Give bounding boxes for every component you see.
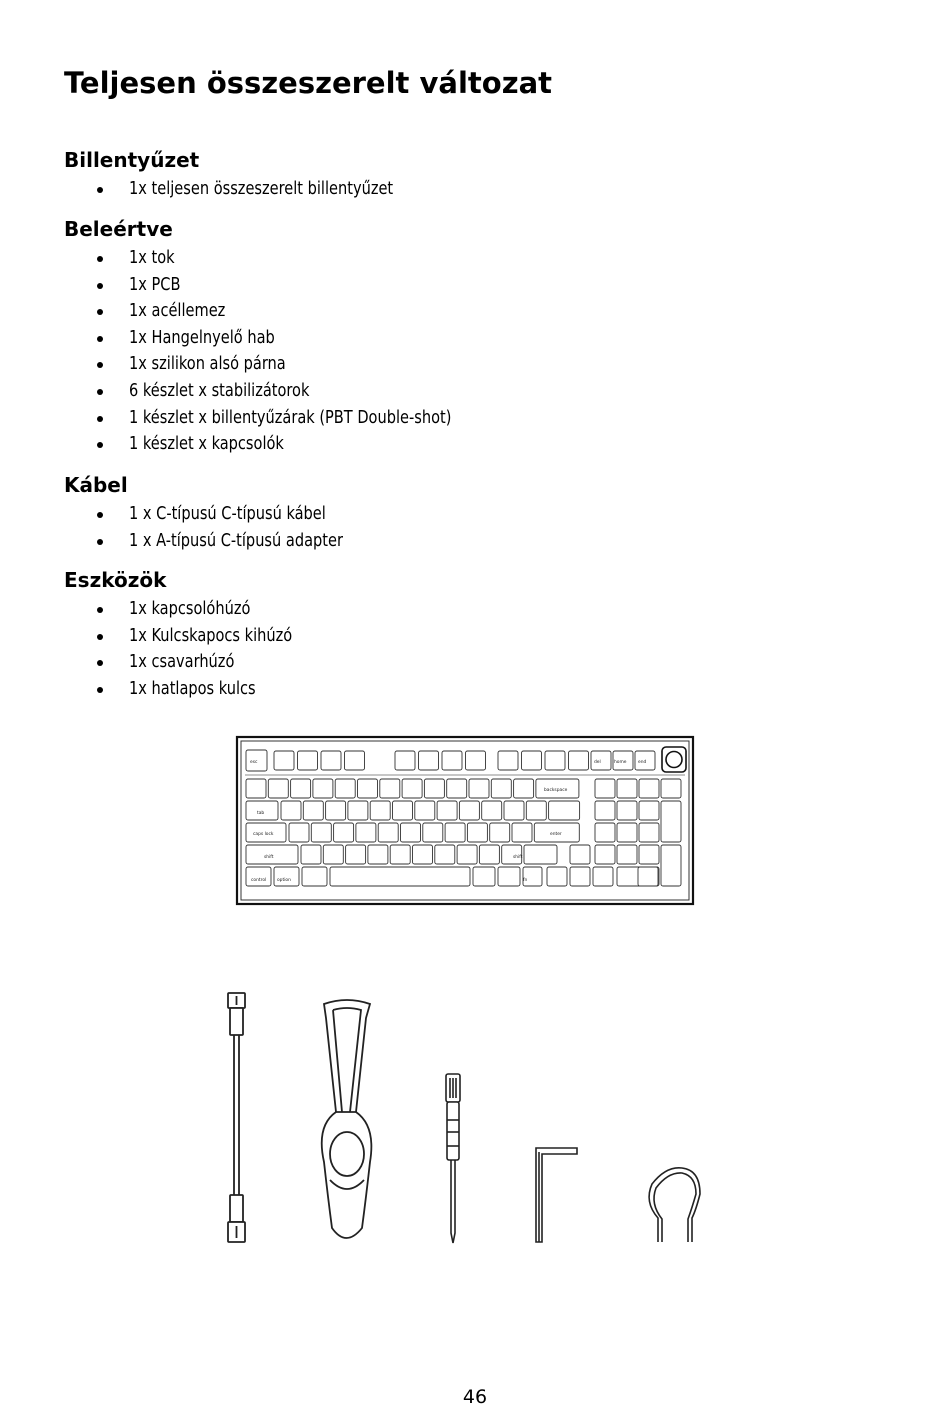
keycap (639, 779, 659, 798)
keycap (447, 779, 467, 798)
keycap (424, 779, 444, 798)
keycap (639, 823, 659, 842)
keycap (321, 751, 341, 770)
keycap (639, 845, 659, 864)
keycap (435, 845, 455, 864)
keycap (395, 751, 415, 770)
keycap (415, 801, 435, 820)
keycap (526, 801, 546, 820)
keycap (491, 779, 511, 798)
keycap (570, 845, 590, 864)
keycap (479, 845, 499, 864)
package-contents-illustration (220, 728, 735, 1263)
keycap (274, 867, 299, 886)
keycap (457, 845, 477, 864)
keycap (419, 751, 439, 770)
page-number: 46 (462, 1386, 488, 1408)
keycap (335, 779, 355, 798)
keycap (298, 751, 318, 770)
keycap (498, 867, 520, 886)
keycap (393, 801, 413, 820)
keycap (661, 801, 681, 842)
key-label-control: control (251, 878, 267, 883)
page-title: Teljesen összeszerelt változat (64, 66, 553, 100)
keycap (595, 823, 615, 842)
keycap (545, 751, 565, 770)
keycap (378, 823, 398, 842)
keycap (370, 801, 390, 820)
keycap (311, 823, 331, 842)
key-label-shift: shift (264, 855, 274, 860)
keycap (482, 801, 502, 820)
key-label-end: end (638, 760, 647, 765)
key-label-tab: tab (257, 811, 265, 816)
key-label-esc: esc (250, 760, 258, 765)
keycap (617, 801, 637, 820)
list-item: 6 készlet x stabilizátorok (0, 378, 487, 405)
keycap (368, 845, 388, 864)
keycap (301, 845, 321, 864)
keycap (661, 845, 681, 886)
keycap (423, 823, 443, 842)
keycap (289, 823, 309, 842)
keycap (246, 779, 266, 798)
key-label-fn: fn (523, 878, 528, 883)
keycap (334, 823, 354, 842)
keycap (323, 845, 343, 864)
keycap (639, 801, 659, 820)
keycap (345, 751, 365, 770)
keycap (547, 867, 567, 886)
list-item: 1x csavarhúzó (0, 649, 310, 676)
keycap (302, 867, 327, 886)
keycap (504, 801, 524, 820)
list-item: 1 x A-típusú C-típusú adapter (0, 528, 367, 555)
key-label-right-shift: shift (513, 855, 523, 860)
keycap (512, 823, 532, 842)
list-item: 1x teljesen összeszerelt billentyűzet (0, 176, 423, 203)
keycap (437, 801, 457, 820)
keycap (593, 867, 613, 886)
key-label-home: home (614, 760, 627, 765)
keycap (402, 779, 422, 798)
keycap (498, 751, 518, 770)
list-item: 1x Kulcskapocs kihúzó (0, 623, 310, 650)
keycap (490, 823, 510, 842)
keycap (595, 779, 615, 798)
list-item: 1 készlet x billentyűzárak (PBT Double-shot) (0, 405, 487, 432)
key-label-backspace: backspace (544, 788, 568, 793)
list-item: 1 készlet x kapcsolók (0, 431, 487, 458)
keycap (303, 801, 323, 820)
key-label-enter: enter (550, 832, 562, 837)
keycap (617, 823, 637, 842)
list-item: 1x Hangelnyelő hab (0, 325, 487, 352)
section-heading: Billentyűzet (64, 148, 200, 172)
list-item: 1x PCB (0, 272, 487, 299)
keycap (326, 801, 346, 820)
list-item: 1x hatlapos kulcs (0, 676, 310, 703)
item-list (0, 596, 310, 702)
keycap (348, 801, 368, 820)
keycap (291, 779, 311, 798)
key-label-option: option (277, 878, 291, 883)
keycap (473, 867, 495, 886)
keycap (469, 779, 489, 798)
keycap (617, 845, 637, 864)
item-list (0, 245, 487, 458)
keycap (523, 867, 542, 886)
list-item: 1x acéllemez (0, 298, 487, 325)
section-heading: Beleértve (64, 217, 173, 241)
keycap (595, 801, 615, 820)
keyboard-illustration (237, 737, 693, 904)
keycap (549, 801, 580, 820)
list-item: 1x tok (0, 245, 487, 272)
keycap (661, 779, 681, 798)
keycap (524, 845, 557, 864)
keycap (514, 779, 534, 798)
keycap (617, 779, 637, 798)
key-label-del: del (594, 760, 601, 765)
key-label-caps: caps lock (253, 832, 274, 837)
keycap (570, 867, 590, 886)
keycap (268, 779, 288, 798)
keycap (442, 751, 462, 770)
section-heading: Eszközök (64, 568, 167, 592)
keycap (390, 845, 410, 864)
keycap (380, 779, 400, 798)
keycap (638, 867, 658, 886)
item-list (0, 176, 423, 203)
item-list (0, 501, 367, 554)
keycap (522, 751, 542, 770)
keycap (401, 823, 421, 842)
keycap (413, 845, 433, 864)
keycap (281, 801, 301, 820)
keycap (356, 823, 376, 842)
keycap (330, 867, 470, 886)
keycap (246, 867, 271, 886)
list-item: 1x szilikon alsó párna (0, 351, 487, 378)
keycap (445, 823, 465, 842)
keycap (274, 751, 294, 770)
keycap (358, 779, 378, 798)
list-item: 1x kapcsolóhúzó (0, 596, 310, 623)
section-heading: Kábel (64, 473, 128, 497)
keycap (466, 751, 486, 770)
keycap (346, 845, 366, 864)
keycap (313, 779, 333, 798)
keycap (467, 823, 487, 842)
keycap (569, 751, 589, 770)
list-item: 1 x C-típusú C-típusú kábel (0, 501, 367, 528)
keycap (595, 845, 615, 864)
keycap (459, 801, 479, 820)
